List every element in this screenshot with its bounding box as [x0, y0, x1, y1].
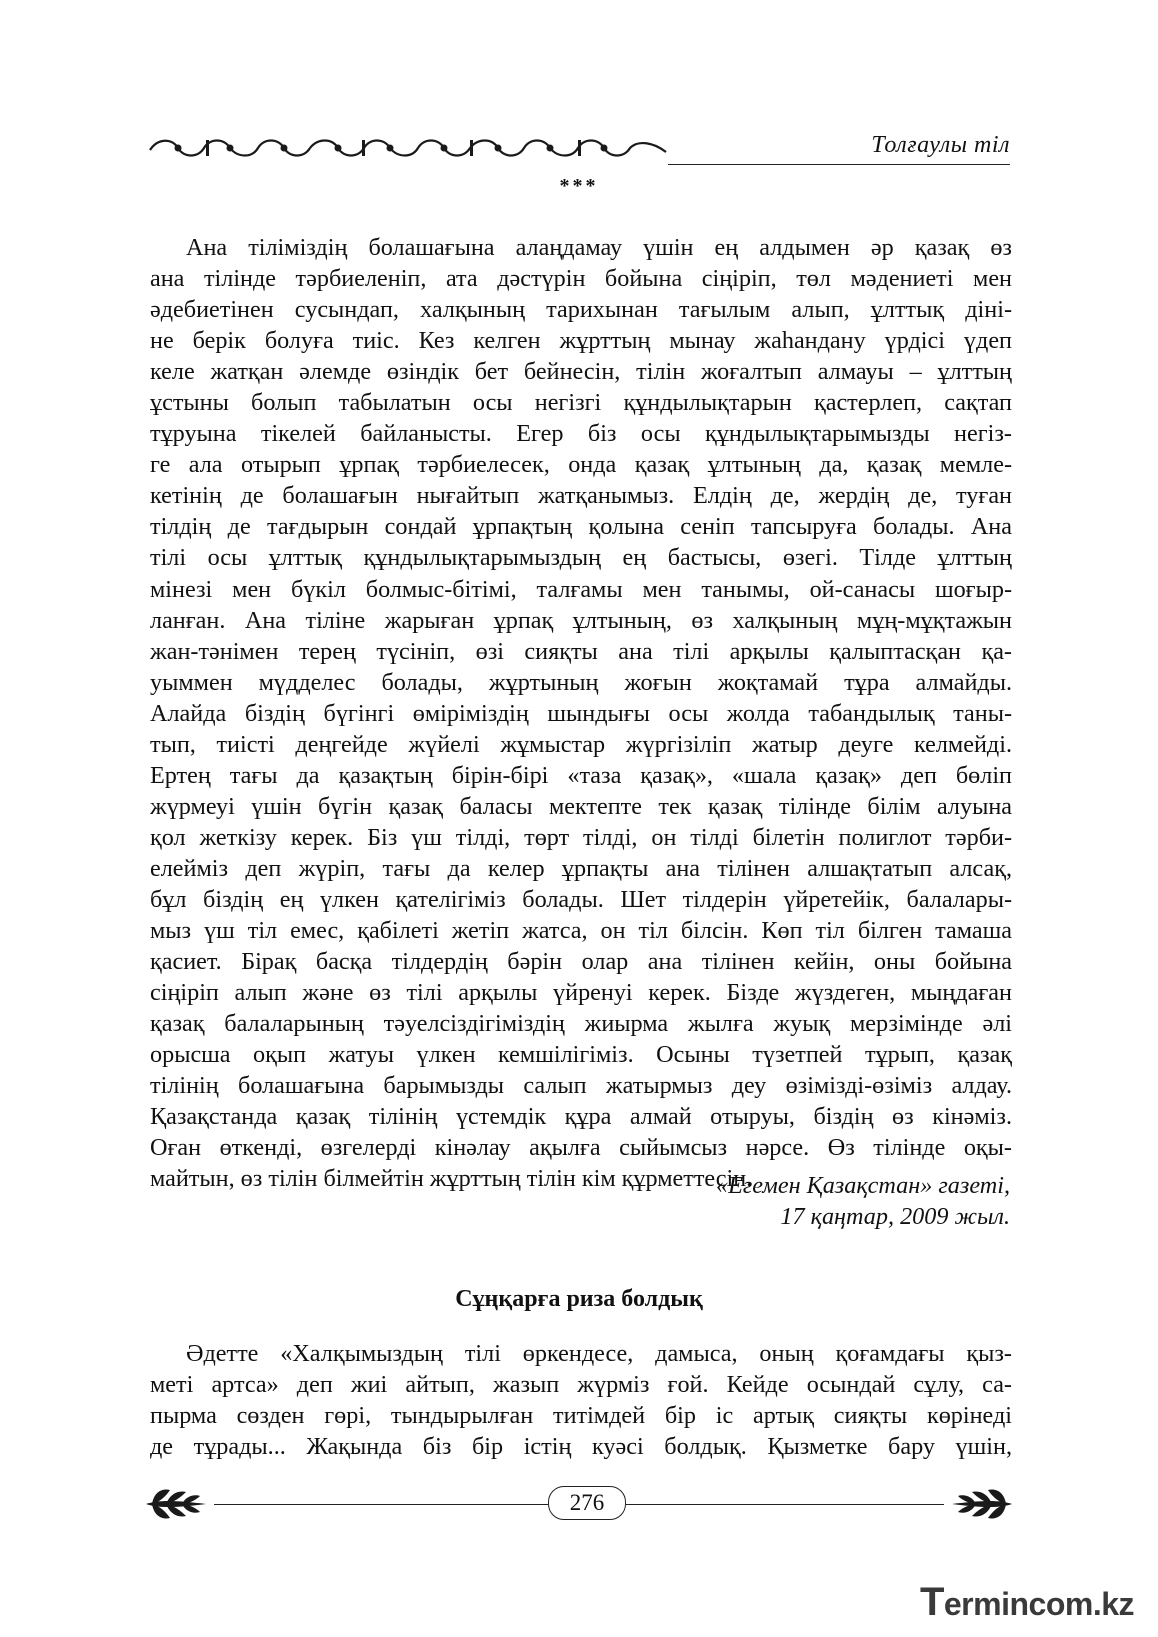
text-line: орысша оқып жатуы үлкен кемшілігіміз. Осыны түзетпей тұрып, қазақ	[150, 1041, 1012, 1069]
text-line: елейміз деп жүріп, тағы да келер ұрпақты ана тілінен алшақтатып алсақ,	[150, 854, 1012, 882]
watermark-middle: erminc	[943, 1586, 1046, 1622]
text-line: қол жеткізу керек. Біз үш тілді, төрт тілді, он тілді білетін полиглот тәрби-	[150, 823, 1012, 851]
leaf-ornament-icon	[144, 1484, 216, 1524]
text-line: Ертең тағы да қазақтың бірін-бірі «таза қазақ», «шала қазақ» деп бөліп	[150, 761, 1012, 789]
page-number: 276	[548, 1486, 626, 1520]
text-line: мінезі мен бүкіл болмыс-бітімі, талғамы мен танымы, ой-санасы шоғыр-	[150, 575, 1012, 603]
article-body	[150, 232, 1012, 1194]
header-ornament-icon	[148, 134, 668, 164]
text-line: сіңіріп алып және өз тілі арқылы үйренуі керек. Бізде жүздеген, мыңдаған	[150, 979, 1012, 1007]
footer-rule-right	[626, 1504, 944, 1505]
source-date: 17 қаңтар, 2009 жыл.	[780, 1203, 1010, 1230]
text-line: ге ала отырып ұрпақ тәрбиелесек, онда қазақ ұлтының да, қазақ мемле-	[150, 451, 1012, 479]
text-line: бұл біздің ең үлкен қателігіміз болады. Шет тілдерін үйретейік, балалары-	[150, 885, 1012, 913]
text-line: меті артса» деп жиі айтып, жазып жүрміз ғой. Кейде осындай сұлу, са-	[150, 1371, 1012, 1399]
text-line: тілі осы ұлттық құндылықтарымыздың ең бастысы, өзегі. Тілде ұлттың	[150, 544, 1012, 572]
running-title: Толғаулы тіл	[871, 132, 1010, 158]
text-line: майтын, өз тілін білмейтін жұрттың тілін кім құрметтесін.	[150, 1165, 753, 1193]
text-line: жүрмеуі үшін бүгін қазақ баласы мектепте тек қазақ тілінде білім алуына	[150, 792, 1012, 820]
text-line: жан-тәнімен терең түсініп, өзі сияқты ана тілі арқылы қалыптасқан қа-	[150, 637, 1012, 665]
text-line: ана тілінде тәрбиеленіп, ата дәстүрін бойына сіңіріп, төл мәдениеті мен	[150, 265, 1012, 293]
article-source	[716, 1170, 1010, 1232]
text-line: тілінің болашағына барымызды салып жатырмыз деу өзімізді-өзіміз алдау.	[150, 1072, 1012, 1100]
section-title: Сұңқарға риза болдық	[455, 1286, 703, 1312]
site-watermark	[920, 1580, 1134, 1625]
text-line: қасиет. Бірақ басқа тілдердің бәрін олар ана тілінен кейін, оны бойына	[150, 948, 1012, 976]
text-line: Қазақстанда қазақ тілінің үстемдік құра алмай отыруы, біздің өз кінәміз.	[150, 1103, 1012, 1131]
watermark-initial: T	[919, 1580, 944, 1624]
text-line: уыммен мүдделес болады, жұртының жоғын жоқтамай тұра алмайды.	[150, 668, 1012, 696]
source-publication: «Егемен Қазақстан» газеті,	[715, 1172, 1010, 1199]
text-line: әдебиетінен сусындап, халқының тарихынан тағылым алып, ұлттық діні-	[150, 296, 1012, 324]
text-line: тып, тиісті деңгейде жүйелі жұмыстар жүргізіліп жатыр деуге келмейді.	[150, 730, 1012, 758]
text-line: ұстыны болып табылатын осы негізгі құндылықтарын қастерлеп, сақтап	[150, 389, 1012, 417]
text-line: мыз үш тіл емес, қабілеті жетіп жатса, он тіл білсін. Көп тіл білген тамаша	[150, 917, 1012, 945]
watermark-end: m.kz	[1064, 1586, 1134, 1622]
text-line: пырма сөзден гөрі, тындырылған титімдей бір іс артық сияқты көрінеді	[150, 1402, 1012, 1430]
leaf-ornament-icon	[942, 1484, 1014, 1524]
text-line: кетінің де болашағын нығайтып жатқанымыз. Елдің де, жердің де, туған	[150, 482, 1012, 510]
footer-rule-left	[214, 1504, 548, 1505]
page-footer	[148, 1484, 1010, 1524]
text-line: не берік болуға тиіс. Кез келген жұрттың мынау жаһандану үрдісі үдеп	[150, 327, 1012, 355]
text-line: Әдетте «Халқымыздың тілі өркендесе, дамыса, оның қоғамдағы қыз-	[186, 1340, 1012, 1367]
text-line: тұруына тікелей байланысты. Егер біз осы құндылықтарымызды негіз-	[150, 420, 1012, 448]
section-body	[150, 1338, 1012, 1462]
text-line: ланған. Ана тіліне жарыған ұрпақ ұлтының, өз халқының мұң-мұқтажын	[150, 606, 1012, 634]
text-line: Алайда біздің бүгінгі өміріміздің шындығы осы жолда табандылық таны-	[150, 699, 1012, 727]
header-rule	[668, 164, 1010, 165]
text-line: Ана тіліміздің болашағына алаңдамау үшін ең алдымен әр қазақ өз	[186, 234, 1012, 261]
text-line: келе жатқан әлемде өзіндік бет бейнесін, тілін жоғалтып алмауы – ұлттың	[150, 358, 1012, 386]
text-line: тілдің де тағдырын сондай ұрпақтың қолына сеніп тапсыруға болады. Ана	[150, 513, 1012, 541]
page-header	[148, 128, 1010, 168]
text-line: қазақ балаларының тәуелсіздігіміздің жиырма жылға жуық мерзімінде әлі	[150, 1010, 1012, 1038]
watermark-o: o	[1045, 1586, 1065, 1622]
section-separator: ***	[559, 175, 599, 197]
text-line: Оған өткенді, өзгелерді кінәлау ақылға сыйымсыз нәрсе. Өз тілінде оқы-	[150, 1134, 1012, 1162]
text-line: де тұрады... Жақында біз бір істің куәсі болдық. Қызметке бару үшін,	[150, 1433, 1012, 1461]
